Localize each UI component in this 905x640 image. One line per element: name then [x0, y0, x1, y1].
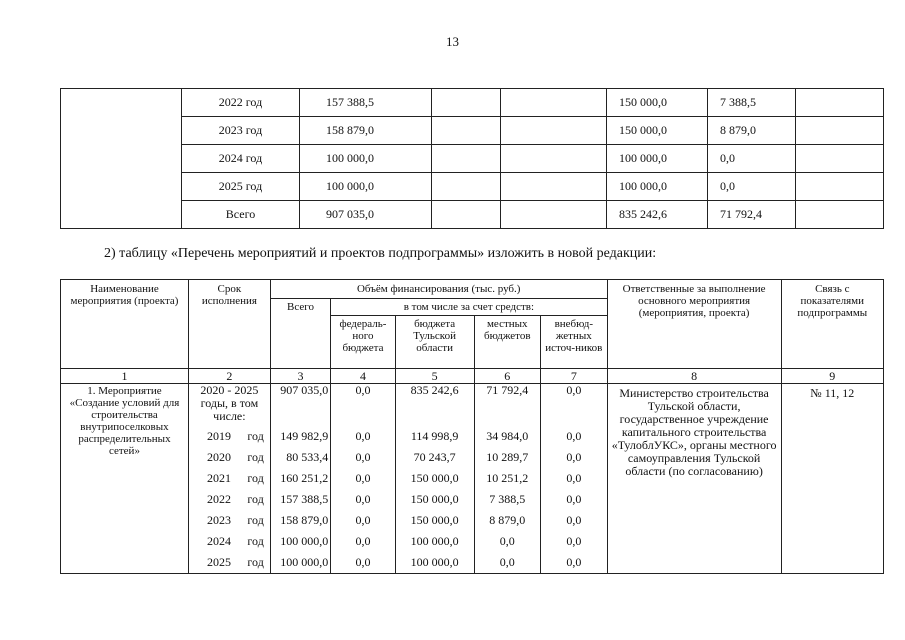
header-link: Связь с показателями подпрограммы	[781, 280, 883, 369]
federal-column	[331, 384, 394, 573]
cell-b2	[501, 145, 607, 173]
merged-blank-cell	[61, 89, 182, 229]
cell-b1	[432, 173, 501, 201]
cell-loc: 8 879,0	[708, 117, 796, 145]
column-number: 6	[474, 369, 541, 384]
extra-value: 0,0	[566, 555, 582, 569]
cell-b2	[501, 117, 607, 145]
local-value: 71 792,4	[486, 383, 529, 397]
cell-loc: 7 388,5	[708, 89, 796, 117]
year-value: 2022	[206, 492, 231, 506]
term-column	[189, 384, 270, 573]
cell-b1	[432, 145, 501, 173]
responsible-text: Министерство строительства Тульской области, государственное учреждение капитального строительства «ТулоблУКС», органы местного самоуправления Тульской области (по согласованию)	[607, 384, 781, 574]
column-number: 7	[541, 369, 608, 384]
federal-value: 0,0	[355, 513, 371, 527]
total-value: 100 000,0	[280, 534, 329, 548]
year-suffix: год	[247, 555, 264, 569]
financing-row	[61, 89, 884, 117]
cell-reg: 100 000,0	[607, 173, 708, 201]
cell-year: 2022 год	[182, 89, 300, 117]
year-suffix: год	[247, 534, 264, 548]
regional-value: 150 000,0	[410, 513, 459, 527]
financing-row	[61, 117, 884, 145]
total-value: 160 251,2	[280, 471, 329, 485]
cell-ext	[796, 145, 884, 173]
cell-b2	[501, 89, 607, 117]
page-number: 13	[446, 34, 459, 49]
financing-row	[61, 145, 884, 173]
cell-reg: 150 000,0	[607, 89, 708, 117]
header-including: в том числе за счет средств:	[331, 299, 607, 316]
cell-total: 100 000,0	[300, 173, 432, 201]
year-value: 2024	[206, 534, 231, 548]
year-value: 2020	[206, 450, 231, 464]
federal-value: 0,0	[355, 555, 371, 569]
year-value: 2025	[206, 555, 231, 569]
cell-year: Всего	[182, 201, 300, 229]
intro-paragraph: 2) таблицу «Перечень мероприятий и проектов подпрограммы» изложить в новой редакции:	[104, 246, 657, 261]
local-value: 0,0	[499, 555, 515, 569]
column-number: 8	[607, 369, 781, 384]
cell-total: 157 388,5	[300, 89, 432, 117]
total-value: 80 533,4	[286, 450, 329, 464]
local-value: 8 879,0	[489, 513, 526, 527]
regional-value: 114 998,9	[410, 429, 459, 443]
extra-value: 0,0	[566, 492, 582, 506]
cell-year: 2025 год	[182, 173, 300, 201]
extra-value: 0,0	[566, 513, 582, 527]
column-number: 9	[781, 369, 883, 384]
federal-value: 0,0	[355, 450, 371, 464]
column-number: 2	[188, 369, 270, 384]
cell-loc: 0,0	[708, 145, 796, 173]
year-suffix: год	[247, 471, 264, 485]
year-suffix: год	[247, 513, 264, 527]
column-number: 5	[395, 369, 474, 384]
cell-loc: 0,0	[708, 173, 796, 201]
header-federal: федераль-ного бюджета	[331, 316, 395, 369]
total-value: 149 982,9	[280, 429, 329, 443]
column-number: 3	[270, 369, 330, 384]
total-value: 100 000,0	[280, 555, 329, 569]
header-local: местных бюджетов	[474, 316, 541, 369]
cell-total: 100 000,0	[300, 145, 432, 173]
local-value: 34 984,0	[486, 429, 529, 443]
regional-value: 100 000,0	[410, 555, 459, 569]
header-responsible: Ответственные за выполнение основного мероприятия (мероприятия, проекта)	[607, 280, 781, 369]
continued-financing-table	[60, 88, 884, 229]
financing-row	[61, 173, 884, 201]
header-extra: внебюд-жетных источ-ников	[541, 316, 608, 369]
indicator-link: № 11, 12	[781, 384, 883, 574]
regional-column	[396, 384, 474, 573]
local-value: 0,0	[499, 534, 515, 548]
local-column	[475, 384, 541, 573]
total-value: 158 879,0	[280, 513, 329, 527]
year-row	[189, 426, 270, 447]
year-row	[189, 447, 270, 468]
cell-reg: 150 000,0	[607, 117, 708, 145]
column-number: 1	[61, 369, 189, 384]
header-financing: Объём финансирования (тыс. руб.)	[270, 280, 607, 299]
local-value: 10 251,2	[486, 471, 529, 485]
header-regional: бюджета Тульской области	[395, 316, 474, 369]
cell-ext	[796, 89, 884, 117]
cell-year: 2023 год	[182, 117, 300, 145]
year-suffix: год	[247, 429, 264, 443]
year-value: 2021	[206, 471, 231, 485]
cell-year: 2024 год	[182, 145, 300, 173]
total-value: 907 035,0	[280, 383, 329, 397]
cell-total: 158 879,0	[300, 117, 432, 145]
cell-b2	[501, 201, 607, 229]
federal-value: 0,0	[355, 383, 371, 397]
regional-value: 100 000,0	[410, 534, 459, 548]
year-row	[189, 531, 270, 552]
extra-value: 0,0	[566, 383, 582, 397]
cell-reg: 835 242,6	[607, 201, 708, 229]
regional-value: 150 000,0	[410, 471, 459, 485]
federal-value: 0,0	[355, 471, 371, 485]
extra-value: 0,0	[566, 471, 582, 485]
year-row	[189, 489, 270, 510]
cell-total: 907 035,0	[300, 201, 432, 229]
header-name: Наименование мероприятия (проекта)	[61, 280, 189, 369]
header-total: Всего	[270, 299, 330, 369]
year-suffix: год	[247, 450, 264, 464]
regional-value: 835 242,6	[410, 383, 459, 397]
federal-value: 0,0	[355, 534, 371, 548]
cell-b1	[432, 117, 501, 145]
period-label: 2020 - 2025 годы, в том числе:	[200, 383, 259, 423]
federal-value: 0,0	[355, 429, 371, 443]
column-number: 4	[331, 369, 395, 384]
regional-value: 150 000,0	[410, 492, 459, 506]
local-value: 10 289,7	[486, 450, 529, 464]
total-value: 157 388,5	[280, 492, 329, 506]
year-value: 2023	[206, 513, 231, 527]
extra-value: 0,0	[566, 429, 582, 443]
year-row	[189, 552, 270, 573]
regional-value: 70 243,7	[413, 450, 456, 464]
cell-ext	[796, 117, 884, 145]
federal-value: 0,0	[355, 492, 371, 506]
header-term: Срок исполнения	[188, 280, 270, 369]
cell-ext	[796, 173, 884, 201]
extra-column	[541, 384, 607, 573]
activity-name: 1. Мероприятие «Создание условий для строительства внутрипоселковых распределительных сетей»	[61, 384, 189, 574]
extra-value: 0,0	[566, 450, 582, 464]
total-column	[271, 384, 330, 573]
year-row	[189, 510, 270, 531]
cell-reg: 100 000,0	[607, 145, 708, 173]
cell-b2	[501, 173, 607, 201]
financing-row	[61, 201, 884, 229]
cell-ext	[796, 201, 884, 229]
cell-b1	[432, 89, 501, 117]
year-row	[189, 468, 270, 489]
extra-value: 0,0	[566, 534, 582, 548]
local-value: 7 388,5	[489, 492, 526, 506]
cell-loc: 71 792,4	[708, 201, 796, 229]
cell-b1	[432, 201, 501, 229]
year-suffix: год	[247, 492, 264, 506]
activities-table	[60, 279, 884, 574]
year-value: 2019	[206, 429, 231, 443]
